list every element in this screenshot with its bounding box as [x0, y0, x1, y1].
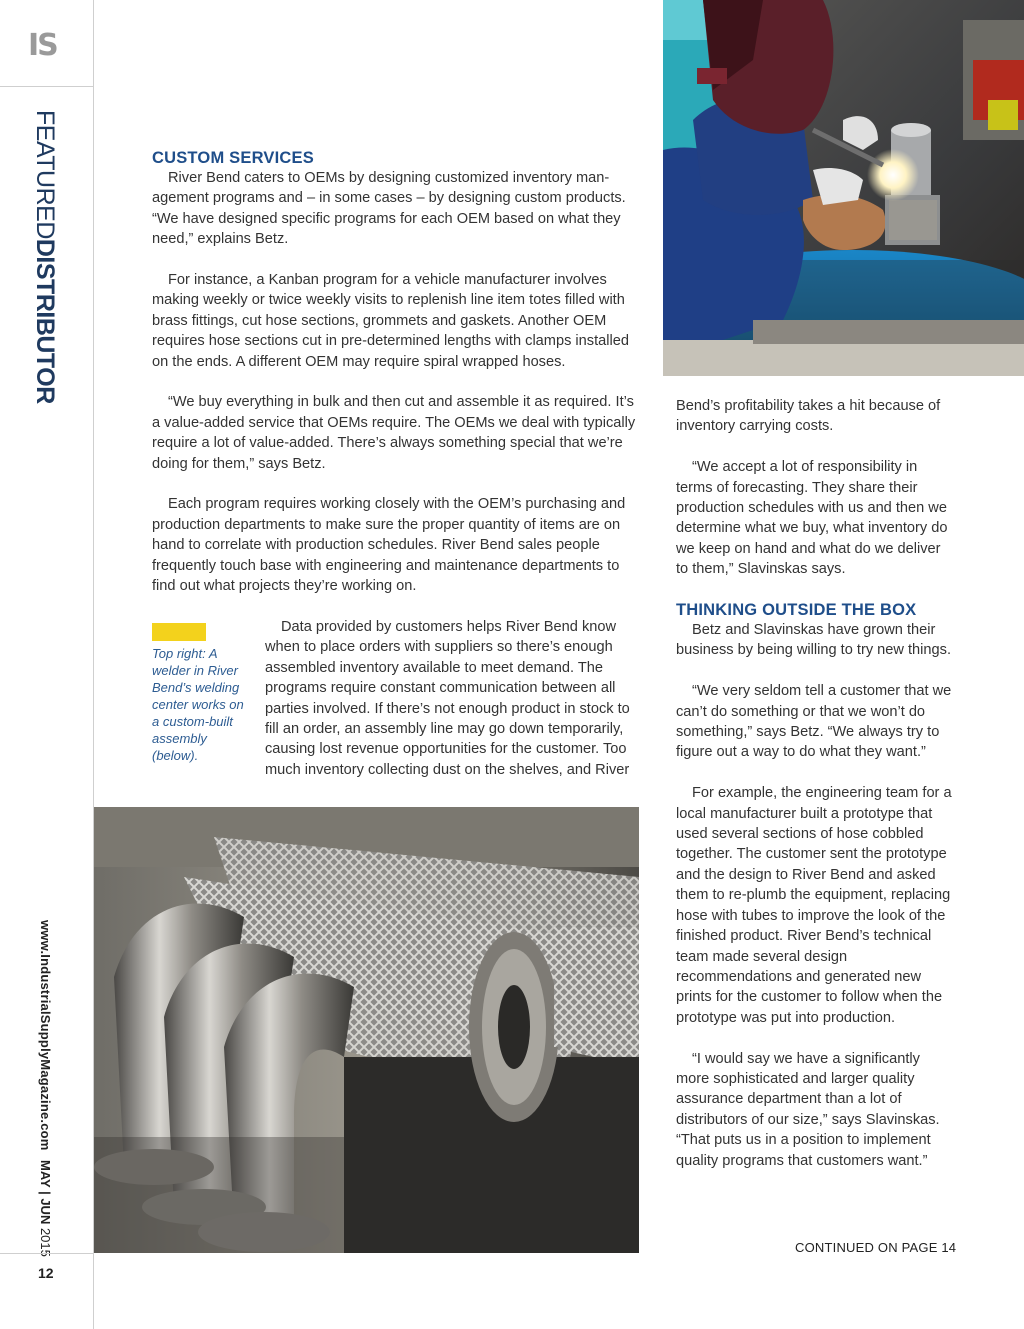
heading-thinking-outside-box: THINKING OUTSIDE THE BOX	[676, 601, 917, 620]
issue-months: MAY | JUN	[38, 1160, 53, 1225]
issue-date	[38, 1160, 53, 1257]
hose-assembly-photo	[94, 807, 639, 1253]
paragraph-mid: Data provided by customers helps River Bend know when to place orders with suppliers so there’s enough assembled inventory available to meet demand. The programs require constant communication between all parties involved. If there’s not enough product in stock to fill an order, an assembly line may go down temporarily, causing lost revenue opportunities for the customer. Too much inventory collecting dust on the shelves, and River	[265, 619, 630, 778]
section-label	[30, 110, 60, 404]
issue-year: 2015	[38, 1224, 53, 1257]
sidebar-divider-top	[0, 86, 93, 87]
paragraph-right-2: “We accept a lot of responsibility in terms of forecasting. They share their production schedules with us and then we determine what we buy, what inventory do we keep on hand and what do we deliver to them,” Slavinskas says.	[676, 459, 948, 578]
page-number: 12	[38, 1265, 54, 1281]
magazine-logo: IS	[28, 28, 57, 63]
paragraph-right-4: “We very seldom tell a customer that we can’t do something or that we won’t do something,” says Betz. “We always try to figure out a way to do what they want.”	[676, 683, 952, 761]
caption-accent-bar	[152, 623, 206, 641]
article-column-right	[676, 396, 956, 1191]
welder-photo	[663, 0, 1024, 376]
article-column-left	[152, 148, 640, 617]
sidebar	[0, 0, 94, 1329]
section-label-thin: FEATURED	[31, 110, 59, 239]
paragraph-left-2: For instance, a Kanban program for a vehicle manufacturer involves making weekly or twice weekly visits to replenish line item totes filled with brass fittings, cut hose sections, grommets and gaskets. Another OEM requires hose sections cut in pre-determined lengths with clamps installed on the ends. A different OEM may require spiral wrapped hoses.	[152, 272, 629, 370]
heading-custom-services: CUSTOM SERVICES	[152, 149, 314, 167]
paragraph-left-3: “We buy everything in bulk and then cut and assemble it as required. It’s a value-added service that OEMs require. The OEMs we deal with typically require a lot of value-added. There’s always something special that we’re doing for them,” says Betz.	[152, 394, 636, 472]
magazine-url: www.IndustrialSupplyMagazine.com	[38, 920, 53, 1151]
section-label-bold: DISTRIBUTOR	[31, 238, 59, 404]
article-column-mid	[265, 617, 641, 801]
paragraph-right-1: Bend’s profitability takes a hit because of inventory carrying costs.	[676, 398, 941, 435]
paragraph-left-4: Each program requires working closely with the OEM’s purchasing and production departments to make sure the proper quantity of items are on hand to correlate with production schedules. River Bend sales people frequently touch base with engineering and maintenance departments to find out what projects they’re working on.	[152, 496, 626, 595]
paragraph-right-5: For example, the engineering team for a local manufacturer built a prototype that used several sections of hose cobbled together. The customer sent the prototype and the design to River Bend and asked them to re-plumb the equipment, replacing hose with tubes to improve the look of the finished product. River Bend’s technical team made several design recommendations and generated new prints for the customer to follow when the prototype was put into production.	[676, 785, 952, 1026]
paragraph-right-6: “I would say we have a significantly more sophisticated and larger quality assurance department than a lot of distributors of our size,” says Slavinskas. “That puts us in a position to implement quality programs that customers want.”	[676, 1050, 940, 1169]
paragraph-left-1: River Bend caters to OEMs by designing customized inventory management programs and – in some cases – by designing custom products. “We have designed specific programs for each OEM based on what they need,” explains Betz.	[152, 170, 626, 248]
paragraph-right-3: Betz and Slavinskas have grown their business by being willing to try new things.	[676, 622, 951, 659]
sidebar-divider-bottom	[0, 1253, 93, 1254]
continued-notice: CONTINUED ON PAGE 14	[795, 1240, 957, 1255]
photo-caption: Top right: A welder in River Bend’s welding center works on a custom-built assembly (below).	[152, 646, 244, 763]
